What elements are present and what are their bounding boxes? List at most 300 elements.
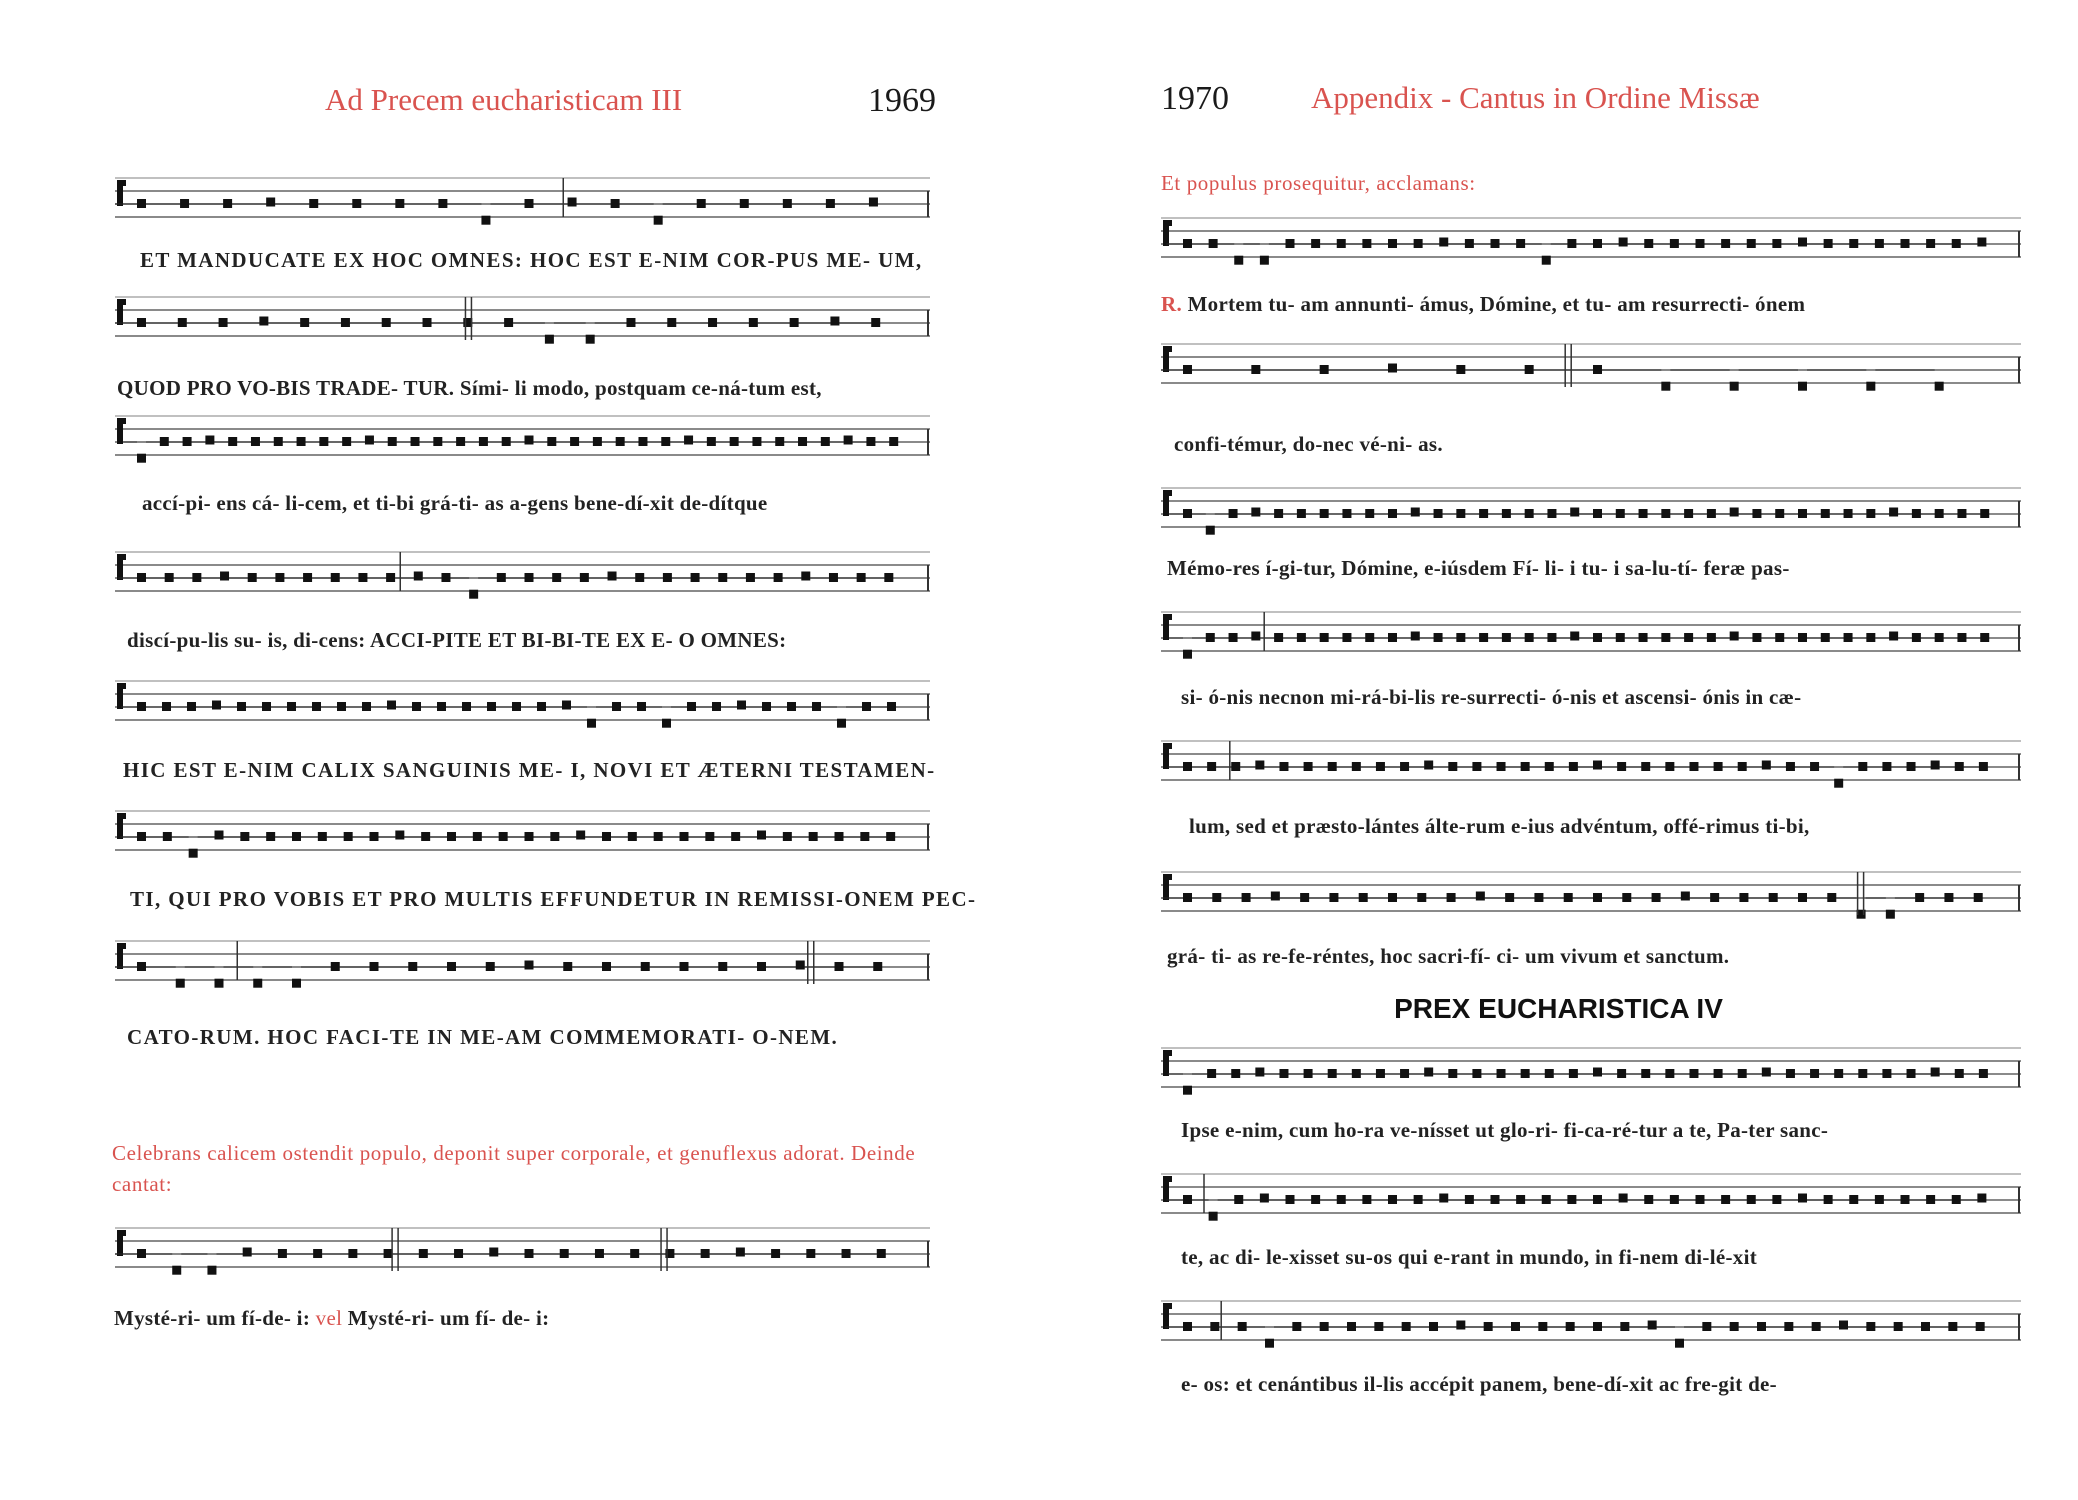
neume-note bbox=[1641, 762, 1650, 771]
neume-note bbox=[1231, 762, 1240, 771]
neume-note bbox=[1849, 1195, 1858, 1204]
neume-note bbox=[1810, 1069, 1819, 1078]
neume-note bbox=[1388, 893, 1397, 902]
neume-note bbox=[757, 962, 766, 971]
response-marker: R. bbox=[1161, 292, 1183, 316]
neume-note bbox=[1798, 509, 1807, 518]
neume-note bbox=[1730, 1322, 1739, 1331]
clef-icon bbox=[117, 418, 126, 424]
neume-note bbox=[547, 437, 556, 446]
neume-note bbox=[1757, 1322, 1766, 1331]
neume-note bbox=[774, 573, 783, 582]
neume-note bbox=[1858, 762, 1867, 771]
neume-note bbox=[1707, 509, 1716, 518]
neume-note bbox=[504, 318, 513, 327]
neume-note bbox=[630, 1249, 639, 1258]
neume-note bbox=[884, 573, 893, 582]
neume-note bbox=[749, 318, 758, 327]
neume-note bbox=[1886, 910, 1895, 919]
neume-note bbox=[183, 437, 192, 446]
neume-note bbox=[1434, 509, 1443, 518]
neume-note bbox=[1567, 1195, 1576, 1204]
neume-note bbox=[826, 199, 835, 208]
neume-note bbox=[137, 832, 146, 841]
neume-note bbox=[1931, 1068, 1940, 1077]
neume-note bbox=[303, 573, 312, 582]
neume-note bbox=[1593, 761, 1602, 770]
neume-note bbox=[1472, 1069, 1481, 1078]
chant-staff bbox=[1161, 212, 2021, 284]
neume-note bbox=[348, 1249, 357, 1258]
neume-note bbox=[262, 702, 271, 711]
neume-note bbox=[1207, 762, 1216, 771]
neume-note bbox=[1491, 239, 1500, 248]
neume-note bbox=[1622, 893, 1631, 902]
rubric-instruction: Et populus prosequitur, acclamans: bbox=[1161, 171, 1476, 195]
neume-note bbox=[412, 702, 421, 711]
neume-note bbox=[237, 702, 246, 711]
neume-note bbox=[259, 317, 268, 326]
neume-note bbox=[1505, 893, 1514, 902]
neume-note bbox=[1798, 893, 1807, 902]
neume-note bbox=[1545, 1069, 1554, 1078]
neume-note bbox=[1593, 239, 1602, 248]
neume-note bbox=[1730, 632, 1739, 641]
neume-note bbox=[1183, 1195, 1192, 1204]
neume-note bbox=[253, 979, 262, 988]
neume-note bbox=[637, 702, 646, 711]
neume-note bbox=[580, 573, 589, 582]
neume-note bbox=[1414, 1195, 1423, 1204]
neume-note bbox=[1525, 509, 1534, 518]
neume-note bbox=[871, 318, 880, 327]
neume-note bbox=[1593, 1195, 1602, 1204]
neume-note bbox=[165, 573, 174, 582]
neume-note bbox=[525, 199, 534, 208]
neume-note bbox=[1491, 1195, 1500, 1204]
neume-note bbox=[783, 199, 792, 208]
neume-note bbox=[1619, 238, 1628, 247]
neume-note bbox=[1297, 509, 1306, 518]
neume-note bbox=[1644, 239, 1653, 248]
neume-note bbox=[1212, 893, 1221, 902]
neume-note bbox=[1921, 1322, 1930, 1331]
neume-note bbox=[1907, 1069, 1916, 1078]
neume-note bbox=[297, 437, 306, 446]
neume-note bbox=[712, 702, 721, 711]
neume-note bbox=[626, 318, 635, 327]
neume-note bbox=[1827, 893, 1836, 902]
right-page-number: 1970 bbox=[1161, 80, 1229, 117]
neume-note bbox=[1784, 1322, 1793, 1331]
neume-note bbox=[1696, 1195, 1705, 1204]
neume-note bbox=[1206, 526, 1215, 535]
neume-note bbox=[1747, 239, 1756, 248]
neume-note bbox=[737, 701, 746, 710]
neume-note bbox=[1710, 893, 1719, 902]
final-lyric-line bbox=[114, 1306, 549, 1331]
neume-note bbox=[1525, 365, 1534, 374]
lyric-line: TI, QUI PRO VOBIS ET PRO MULTIS EFFUNDETUR IN REMISSI-ONEM PEC- bbox=[130, 887, 977, 911]
neume-note bbox=[331, 573, 340, 582]
neume-note bbox=[387, 701, 396, 710]
neume-note bbox=[1234, 256, 1243, 265]
neume-note bbox=[300, 318, 309, 327]
neume-note bbox=[550, 832, 559, 841]
lyric-segment: Mysté-ri- um fí- de- i: bbox=[342, 1306, 550, 1330]
neume-note bbox=[1593, 893, 1602, 902]
neume-note bbox=[454, 1249, 463, 1258]
neume-note bbox=[1376, 1069, 1385, 1078]
neume-note bbox=[1980, 633, 1989, 642]
neume-note bbox=[1516, 1195, 1525, 1204]
neume-note bbox=[616, 437, 625, 446]
neume-note bbox=[790, 318, 799, 327]
neume-note bbox=[602, 832, 611, 841]
neume-note bbox=[1798, 382, 1807, 391]
neume-note bbox=[1786, 762, 1795, 771]
neume-note bbox=[1730, 508, 1739, 517]
neume-note bbox=[595, 1249, 604, 1258]
neume-note bbox=[691, 573, 700, 582]
neume-note bbox=[1497, 1069, 1506, 1078]
clef-icon bbox=[117, 1230, 126, 1236]
neume-note bbox=[1439, 1194, 1448, 1203]
neume-note bbox=[663, 573, 672, 582]
chant-staff bbox=[1161, 606, 2021, 678]
neume-note bbox=[1875, 239, 1884, 248]
neume-note bbox=[1762, 761, 1771, 770]
neume-note bbox=[1702, 1322, 1711, 1331]
neume-note bbox=[1255, 1068, 1264, 1077]
lyric-line: QUOD PRO VO-BIS TRADE- TUR. Sími- li modo, postquam ce-ná-tum est, bbox=[117, 376, 822, 400]
neume-note bbox=[1456, 509, 1465, 518]
chant-staff bbox=[1161, 1295, 2021, 1367]
neume-note bbox=[215, 979, 224, 988]
neume-note bbox=[1747, 1195, 1756, 1204]
chant-staff bbox=[1161, 866, 2021, 938]
neume-note bbox=[771, 1249, 780, 1258]
neume-note bbox=[796, 961, 805, 970]
neume-note bbox=[1866, 633, 1875, 642]
neume-note bbox=[1739, 893, 1748, 902]
clef-icon bbox=[1163, 1303, 1172, 1309]
neume-note bbox=[740, 199, 749, 208]
neume-note bbox=[1875, 1195, 1884, 1204]
neume-note bbox=[869, 198, 878, 207]
neume-note bbox=[562, 701, 571, 710]
clef-icon bbox=[1163, 346, 1172, 352]
neume-note bbox=[701, 1249, 710, 1258]
chant-staff bbox=[115, 1222, 930, 1292]
neume-note bbox=[1542, 256, 1551, 265]
clef-icon bbox=[1163, 220, 1172, 226]
neume-note bbox=[1798, 1194, 1807, 1203]
neume-note bbox=[1337, 1195, 1346, 1204]
neume-note bbox=[812, 702, 821, 711]
neume-note bbox=[1279, 1069, 1288, 1078]
neume-note bbox=[887, 702, 896, 711]
neume-note bbox=[1616, 509, 1625, 518]
neume-note bbox=[1448, 1069, 1457, 1078]
neume-note bbox=[1465, 239, 1474, 248]
neume-note bbox=[1210, 1322, 1219, 1331]
neume-note bbox=[1234, 1195, 1243, 1204]
neume-note bbox=[837, 719, 846, 728]
neume-note bbox=[1648, 1321, 1657, 1330]
neume-note bbox=[801, 572, 810, 581]
clef-icon bbox=[1163, 490, 1172, 496]
neume-note bbox=[1882, 1069, 1891, 1078]
neume-note bbox=[160, 437, 169, 446]
neume-note bbox=[667, 318, 676, 327]
neume-note bbox=[1183, 509, 1192, 518]
neume-note bbox=[821, 437, 830, 446]
neume-note bbox=[1320, 365, 1329, 374]
neume-note bbox=[1935, 382, 1944, 391]
neume-note bbox=[1866, 382, 1875, 391]
neume-note bbox=[1255, 761, 1264, 770]
neume-note bbox=[1271, 892, 1280, 901]
neume-note bbox=[421, 832, 430, 841]
neume-note bbox=[220, 572, 229, 581]
neume-note bbox=[1957, 509, 1966, 518]
lyric-line: lum, sed et præsto-lántes álte-rum e-ius advéntum, offé-rimus ti-bi, bbox=[1189, 814, 1810, 838]
neume-note bbox=[1542, 1195, 1551, 1204]
neume-note bbox=[1388, 364, 1397, 373]
neume-note bbox=[611, 199, 620, 208]
neume-note bbox=[447, 962, 456, 971]
neume-note bbox=[1907, 762, 1916, 771]
neume-note bbox=[1183, 762, 1192, 771]
neume-note bbox=[163, 832, 172, 841]
neume-note bbox=[441, 573, 450, 582]
neume-note bbox=[680, 962, 689, 971]
neume-note bbox=[1570, 508, 1579, 517]
neume-note bbox=[212, 701, 221, 710]
neume-note bbox=[275, 573, 284, 582]
clef-icon bbox=[117, 180, 126, 186]
chant-staff bbox=[1161, 1042, 2021, 1114]
chant-staff bbox=[115, 805, 930, 875]
neume-note bbox=[783, 832, 792, 841]
neume-note bbox=[1388, 509, 1397, 518]
neume-note bbox=[568, 198, 577, 207]
neume-note bbox=[1644, 1195, 1653, 1204]
neume-note bbox=[266, 832, 275, 841]
neume-note bbox=[1251, 508, 1260, 517]
lyric-line: te, ac di- le-xisset su-os qui e-rant in mundo, in fi-nem di-lé-xit bbox=[1181, 1245, 1758, 1269]
neume-note bbox=[489, 1248, 498, 1257]
neume-note bbox=[1772, 239, 1781, 248]
neume-note bbox=[1566, 1322, 1575, 1331]
neume-note bbox=[1593, 509, 1602, 518]
neume-note bbox=[587, 719, 596, 728]
neume-note bbox=[473, 832, 482, 841]
neume-note bbox=[137, 199, 146, 208]
neume-note bbox=[187, 702, 196, 711]
neume-note bbox=[1977, 238, 1986, 247]
neume-note bbox=[318, 832, 327, 841]
neume-note bbox=[1320, 1322, 1329, 1331]
neume-note bbox=[586, 335, 595, 344]
neume-note bbox=[1824, 1195, 1833, 1204]
neume-note bbox=[1681, 892, 1690, 901]
neume-note bbox=[1714, 762, 1723, 771]
neume-note bbox=[1400, 1069, 1409, 1078]
left-header-title: Ad Precem eucharisticam III bbox=[325, 82, 683, 117]
neume-note bbox=[1889, 508, 1898, 517]
neume-note bbox=[1447, 893, 1456, 902]
neume-note bbox=[593, 437, 602, 446]
neume-note bbox=[638, 437, 647, 446]
chant-staff bbox=[115, 172, 930, 242]
neume-note bbox=[1670, 1195, 1679, 1204]
neume-note bbox=[877, 1249, 886, 1258]
neume-note bbox=[1359, 893, 1368, 902]
neume-note bbox=[1564, 893, 1573, 902]
neume-note bbox=[1952, 1195, 1961, 1204]
neume-note bbox=[1834, 779, 1843, 788]
neume-note bbox=[1365, 633, 1374, 642]
vel-word: vel bbox=[315, 1306, 343, 1330]
neume-note bbox=[1328, 1069, 1337, 1078]
lyric-line: discí-pu-lis su- is, di-cens: ACCI-PITE ET BI-BI-TE EX E- O OMNES: bbox=[127, 628, 787, 652]
neume-note bbox=[1772, 1195, 1781, 1204]
neume-note bbox=[746, 573, 755, 582]
neume-note bbox=[1183, 1322, 1192, 1331]
neume-note bbox=[1882, 762, 1891, 771]
neume-note bbox=[433, 437, 442, 446]
chant-staff bbox=[1161, 1168, 2021, 1240]
lyric-line: CATO-RUM. HOC FACI-TE IN ME-AM COMMEMORATI- O-NEM. bbox=[127, 1025, 839, 1049]
neume-note bbox=[1456, 365, 1465, 374]
neume-note bbox=[1641, 1069, 1650, 1078]
neume-note bbox=[525, 573, 534, 582]
neume-note bbox=[1775, 633, 1784, 642]
neume-note bbox=[1684, 633, 1693, 642]
neume-note bbox=[292, 832, 301, 841]
neume-note bbox=[1665, 1069, 1674, 1078]
neume-note bbox=[1279, 762, 1288, 771]
rubric-instruction: Celebrans calicem ostendit populo, deponit super corporale, et genuflexus adorat. Deinde cantat: bbox=[112, 1141, 916, 1196]
neume-note bbox=[1231, 1069, 1240, 1078]
neume-note bbox=[1738, 1069, 1747, 1078]
neume-note bbox=[1889, 632, 1898, 641]
chant-staff bbox=[1161, 482, 2021, 554]
neume-note bbox=[1411, 508, 1420, 517]
neume-note bbox=[1858, 1069, 1867, 1078]
neume-note bbox=[641, 962, 650, 971]
neume-note bbox=[1798, 633, 1807, 642]
neume-note bbox=[137, 962, 146, 971]
neume-note bbox=[842, 1249, 851, 1258]
neume-note bbox=[419, 1249, 428, 1258]
neume-note bbox=[384, 1249, 393, 1258]
neume-note bbox=[708, 318, 717, 327]
neume-note bbox=[1661, 509, 1670, 518]
neume-note bbox=[1976, 1322, 1985, 1331]
neume-note bbox=[1775, 509, 1784, 518]
neume-note bbox=[718, 573, 727, 582]
neume-note bbox=[1424, 761, 1433, 770]
neume-note bbox=[319, 437, 328, 446]
neume-note bbox=[1616, 633, 1625, 642]
neume-note bbox=[1752, 633, 1761, 642]
neume-note bbox=[423, 318, 432, 327]
section-title: PREX EUCHARISTICA IV bbox=[1394, 993, 1723, 1024]
neume-note bbox=[499, 832, 508, 841]
neume-note bbox=[1926, 1195, 1935, 1204]
neume-note bbox=[1342, 633, 1351, 642]
neume-note bbox=[274, 437, 283, 446]
neume-note bbox=[1229, 509, 1238, 518]
chant-staff bbox=[115, 410, 930, 480]
neume-note bbox=[178, 318, 187, 327]
neume-note bbox=[1915, 893, 1924, 902]
lyric-segment: Mysté-ri- um fí-de- i: bbox=[114, 1306, 316, 1330]
neume-note bbox=[1206, 633, 1215, 642]
neume-note bbox=[635, 573, 644, 582]
neume-note bbox=[137, 1249, 146, 1258]
neume-note bbox=[1812, 1322, 1821, 1331]
neume-note bbox=[1402, 1322, 1411, 1331]
neume-note bbox=[661, 437, 670, 446]
neume-note bbox=[1762, 1068, 1771, 1077]
neume-note bbox=[866, 437, 875, 446]
neume-note bbox=[1388, 633, 1397, 642]
neume-note bbox=[192, 573, 201, 582]
neume-note bbox=[1844, 509, 1853, 518]
neume-note bbox=[1434, 633, 1443, 642]
neume-note bbox=[662, 719, 671, 728]
neume-note bbox=[469, 590, 478, 599]
neume-note bbox=[1424, 1068, 1433, 1077]
left-page-number: 1969 bbox=[868, 82, 936, 119]
neume-note bbox=[1798, 238, 1807, 247]
neume-note bbox=[1183, 650, 1192, 659]
neume-note bbox=[1931, 761, 1940, 770]
neume-note bbox=[1502, 509, 1511, 518]
neume-note bbox=[687, 702, 696, 711]
neume-note bbox=[1238, 1322, 1247, 1331]
neume-note bbox=[352, 199, 361, 208]
neume-note bbox=[537, 702, 546, 711]
neume-note bbox=[525, 832, 534, 841]
lyric-line: si- ó-nis necnon mi-rá-bi-lis re-surrecti- ó-nis et ascensi- ónis in cæ- bbox=[1181, 685, 1802, 709]
neume-note bbox=[358, 573, 367, 582]
neume-note bbox=[1639, 633, 1648, 642]
neume-note bbox=[1311, 239, 1320, 248]
neume-note bbox=[1675, 1339, 1684, 1348]
neume-note bbox=[1465, 1195, 1474, 1204]
lyric-line: Mémo-res í-gi-tur, Dómine, e-iúsdem Fí- li- i tu- i sa-lu-tí- feræ pas- bbox=[1167, 556, 1790, 580]
neume-note bbox=[1752, 509, 1761, 518]
neume-note bbox=[137, 318, 146, 327]
neume-note bbox=[705, 832, 714, 841]
neume-note bbox=[552, 573, 561, 582]
neume-note bbox=[1300, 893, 1309, 902]
neume-note bbox=[344, 832, 353, 841]
right-page bbox=[1039, 0, 2078, 1500]
neume-note bbox=[172, 1266, 181, 1275]
neume-note bbox=[1347, 1322, 1356, 1331]
neume-note bbox=[266, 198, 275, 207]
neume-note bbox=[1207, 1069, 1216, 1078]
neume-note bbox=[1251, 365, 1260, 374]
neume-note bbox=[1786, 1069, 1795, 1078]
clef-icon bbox=[1163, 1050, 1172, 1056]
